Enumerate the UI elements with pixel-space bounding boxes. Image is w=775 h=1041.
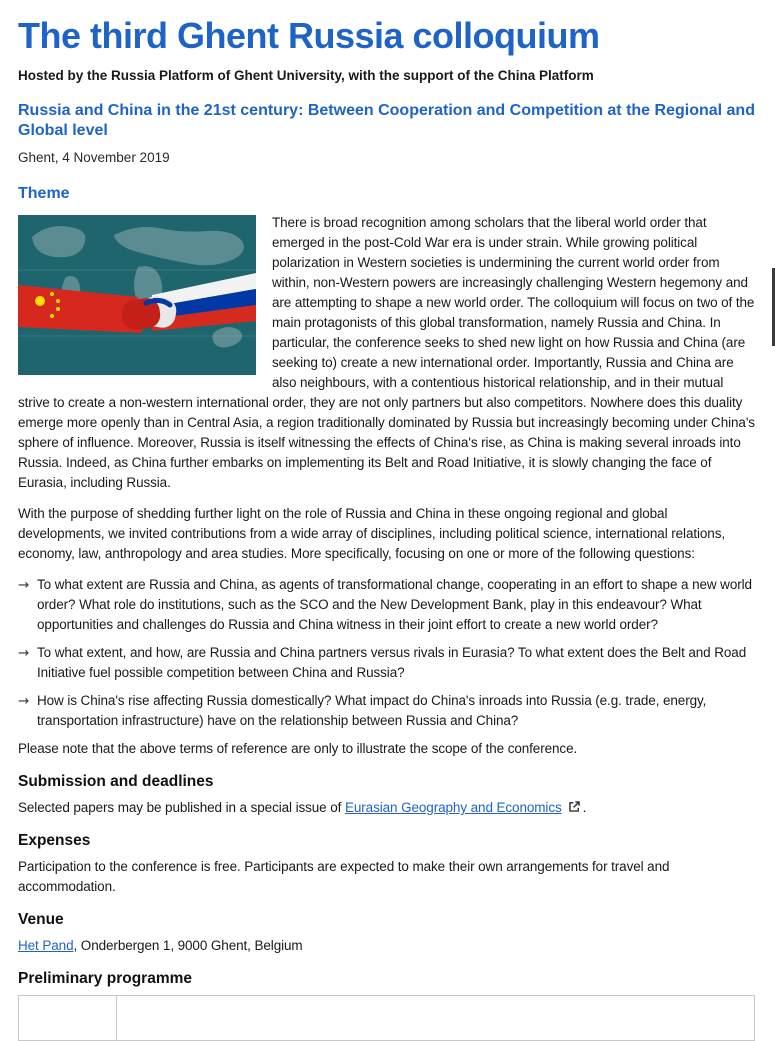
table-row (19, 996, 755, 1041)
programme-table (18, 995, 755, 1041)
submission-heading: Submission and deadlines (18, 773, 214, 790)
programme-heading: Preliminary programme (18, 970, 193, 987)
venue-address: , Onderbergen 1, 9000 Ghent, Belgium (73, 938, 303, 953)
programme-time-cell (19, 996, 117, 1041)
submission-text-after: . (582, 800, 587, 815)
theme-paragraph-1: There is broad recognition among scholars that the liberal world order that emerged in the post-Cold War era is under strain. While growing political polarization in Western societies is undermining the current world order from within, non-Western powers are increasingly challenging Western hegemony and are attempting to shape a new world order. The colloquium will focus on two of the main protagonists of this global transformation, namely Russia and China. In particular, the conference seeks to shed new light on how Russia and China (are seeking to) create a new international order. Importantly, Russia and China are also neighbours, with a contentious historical relationship, and in their mutual strive to create a non-western international order, they are not only partners but also competitors. Nowhere does this duality emerge more openly than in Central Asia, a region traditionally dominated by Russia but increasingly becoming under China's sphere of influence. Moreover, Russia is itself witnessing the effects of China's rise, as China is making several inroads into Russia. Indeed, as China further embarks on implementing its Belt and Road Initiative, it is slowly changing the face of Eurasia, including Russia. (18, 215, 755, 490)
page-subtitle: Hosted by the Russia Platform of Ghent University, with the support of the China Platform (18, 68, 594, 83)
list-item (18, 691, 755, 731)
venue-link[interactable]: Het Pand (18, 938, 74, 953)
external-link-icon[interactable] (568, 800, 581, 813)
list-item (18, 643, 755, 683)
arrow-right-icon: → (18, 693, 30, 709)
submission-text-before: Selected papers may be published in a special issue of (18, 800, 345, 815)
theme-paragraph-2: With the purpose of shedding further light on the role of Russia and China in these ongoing regional and global developments, we invited contributions from a wide array of disciplines, including political science, international relations, economy, law, anthropology and area studies. More specifically, focusing on one or more of the following questions: (18, 506, 726, 561)
scope-note: Please note that the above terms of reference are only to illustrate the scope of the conference. (18, 741, 578, 756)
theme-section (18, 213, 755, 759)
bullet-text: To what extent are Russia and China, as agents of transformational change, cooperating in an effort to shape a new world order? What role do institutions, such as the SCO and the New Development Bank, play in this endeavour? What opportunities and challenges do Russia and China witness in their joint effort to create a new world order? (37, 577, 752, 632)
bullet-text: To what extent, and how, are Russia and China partners versus rivals in Eurasia? To what extent does the Belt and Road Initiative fuel possible competition between China and Russia? (37, 645, 747, 680)
expenses-heading: Expenses (18, 832, 91, 849)
programme-detail-cell (117, 996, 755, 1041)
bullet-text: How is China's rise affecting Russia domestically? What impact do China's inroads into Russia (e.g. trade, energy, transportation infrastructure) have on the relationship between Russia and China? (37, 693, 707, 728)
theme-heading: Theme (18, 185, 70, 202)
submission-text (18, 798, 755, 818)
handshake-illustration (18, 215, 256, 375)
arrow-right-icon: → (18, 645, 30, 661)
event-title: Russia and China in the 21st century: Between Cooperation and Competition at the Regional and Global level (18, 102, 755, 139)
journal-link[interactable]: Eurasian Geography and Economics (344, 800, 562, 815)
page-title: The third Ghent Russia colloquium (18, 15, 600, 56)
event-date: Ghent, 4 November 2019 (18, 150, 170, 165)
list-item (18, 575, 755, 635)
expenses-text: Participation to the conference is free. Participants are expected to make their own arrangements for travel and accommodation. (18, 859, 670, 894)
russia-china-handshake-image (18, 215, 256, 375)
venue-text (18, 936, 755, 956)
venue-heading: Venue (18, 911, 64, 928)
arrow-right-icon: → (18, 577, 30, 593)
